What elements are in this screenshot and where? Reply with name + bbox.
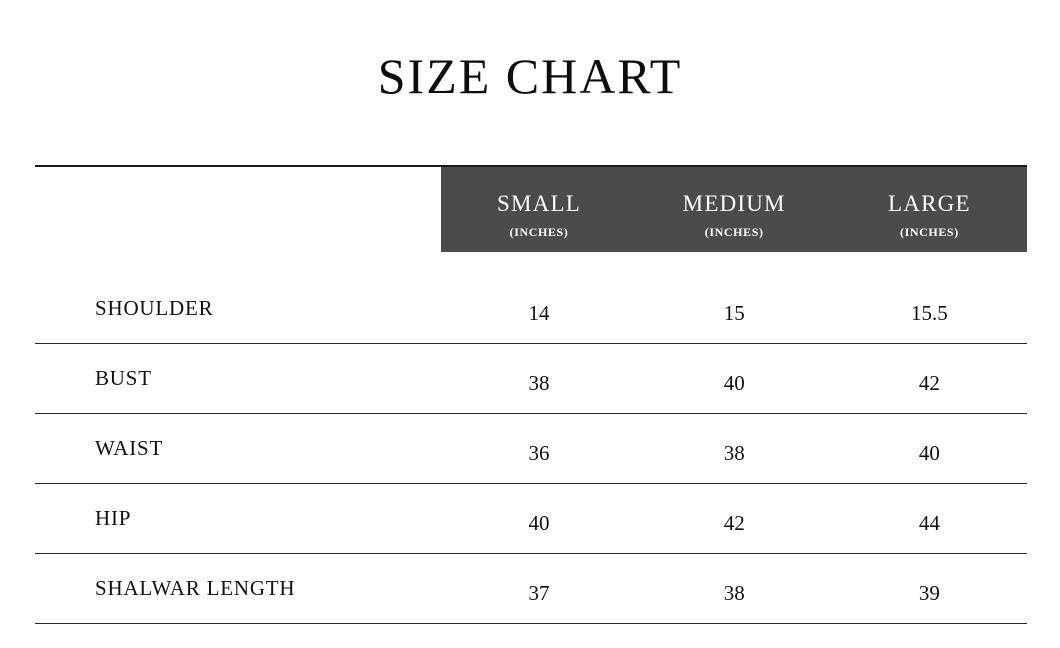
table-header bbox=[35, 166, 1027, 252]
table-row bbox=[35, 274, 1027, 344]
cell-shoulder-large: 15.5 bbox=[832, 274, 1027, 344]
row-label-hip: HIP bbox=[35, 484, 441, 554]
header-size-small bbox=[441, 166, 636, 252]
cell-bust-medium: 40 bbox=[637, 344, 832, 414]
header-size-large bbox=[832, 166, 1027, 252]
header-size-large-unit: (INCHES) bbox=[899, 225, 959, 239]
header-size-small-unit: (INCHES) bbox=[509, 225, 569, 239]
cell-shalwar-length-medium: 38 bbox=[637, 554, 832, 624]
cell-waist-large: 40 bbox=[832, 414, 1027, 484]
cell-hip-medium: 42 bbox=[637, 484, 832, 554]
size-chart-table bbox=[35, 165, 1027, 624]
cell-bust-large: 42 bbox=[832, 344, 1027, 414]
table-row bbox=[35, 554, 1027, 624]
table-row bbox=[35, 414, 1027, 484]
row-label-waist: WAIST bbox=[35, 414, 441, 484]
gap-cell bbox=[35, 252, 441, 274]
table-row bbox=[35, 484, 1027, 554]
header-size-medium-name: MEDIUM bbox=[682, 191, 786, 216]
header-size-small-name: SMALL bbox=[497, 191, 581, 216]
cell-shoulder-medium: 15 bbox=[637, 274, 832, 344]
cell-shoulder-small: 14 bbox=[441, 274, 636, 344]
cell-shalwar-length-small: 37 bbox=[441, 554, 636, 624]
table-row bbox=[35, 344, 1027, 414]
table-top-gap bbox=[35, 252, 1027, 274]
row-label-shoulder: SHOULDER bbox=[35, 274, 441, 344]
row-label-shalwar-length: SHALWAR LENGTH bbox=[35, 554, 441, 624]
gap-cell bbox=[832, 252, 1027, 274]
table-body bbox=[35, 252, 1027, 624]
header-size-large-name: LARGE bbox=[888, 191, 971, 216]
page-title: SIZE CHART bbox=[377, 48, 683, 104]
cell-waist-medium: 38 bbox=[637, 414, 832, 484]
header-size-medium bbox=[637, 166, 832, 252]
cell-shalwar-length-large: 39 bbox=[832, 554, 1027, 624]
cell-bust-small: 38 bbox=[441, 344, 636, 414]
cell-hip-large: 44 bbox=[832, 484, 1027, 554]
header-size-medium-unit: (INCHES) bbox=[704, 225, 764, 239]
cell-hip-small: 40 bbox=[441, 484, 636, 554]
cell-waist-small: 36 bbox=[441, 414, 636, 484]
gap-cell bbox=[637, 252, 832, 274]
row-label-bust: BUST bbox=[35, 344, 441, 414]
gap-cell bbox=[441, 252, 636, 274]
size-chart-table-container bbox=[35, 165, 1027, 624]
table-header-row bbox=[35, 166, 1027, 252]
header-label-cell bbox=[35, 166, 441, 252]
